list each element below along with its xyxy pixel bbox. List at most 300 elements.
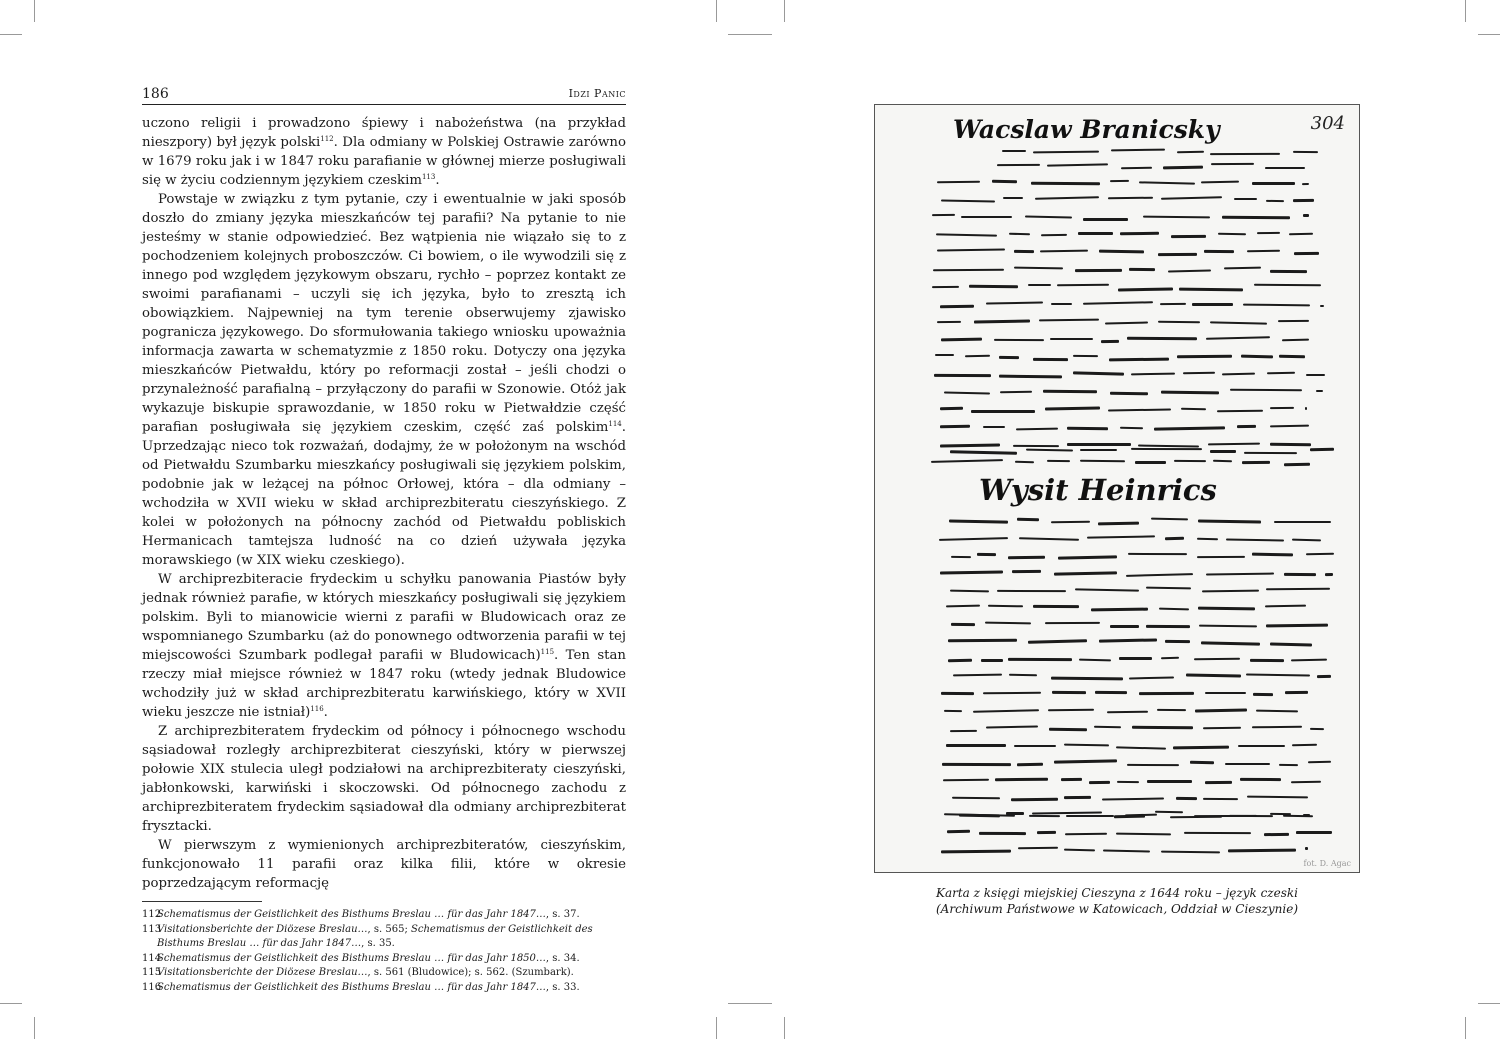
handwriting-stroke — [992, 180, 1017, 183]
handwriting-stroke — [1213, 460, 1232, 462]
handwriting-stroke — [1139, 692, 1194, 696]
handwriting-stroke — [1199, 625, 1257, 627]
handwriting-stroke — [1291, 659, 1327, 661]
handwriting-stroke — [1192, 303, 1233, 306]
handwriting-stroke — [1302, 182, 1310, 184]
handwriting-stroke — [1075, 268, 1122, 271]
handwriting-stroke — [983, 692, 1041, 695]
italic-text: Schematismus der Geistlichkeit des Bisthums Breslau … für das Jahr 1847… — [157, 981, 546, 993]
handwriting-stroke — [1253, 693, 1273, 696]
handwriting-stroke — [1120, 427, 1143, 430]
caption-line: Karta z księgi miejskiej Cieszyna z 1644 roku – język czeski — [935, 886, 1298, 900]
text-run: . — [435, 173, 440, 188]
handwriting-stroke — [1308, 761, 1331, 764]
handwriting-stroke — [1147, 780, 1192, 783]
handwriting-stroke — [983, 426, 1005, 428]
footnote-number: 112 — [142, 909, 162, 920]
handwriting-stroke — [1058, 556, 1117, 560]
handwriting-stroke — [1083, 301, 1153, 305]
handwriting-stroke — [1177, 355, 1232, 358]
handwriting-stroke — [1065, 833, 1107, 835]
handwriting-stroke — [1174, 460, 1206, 462]
handwriting-stroke — [1179, 288, 1243, 292]
handwriting-stroke — [936, 233, 997, 237]
handwriting-stroke — [1117, 781, 1139, 784]
handwriting-stroke — [1009, 233, 1030, 236]
handwriting-stroke — [1032, 357, 1067, 360]
footnote-text — [157, 908, 626, 923]
handwriting-stroke — [944, 391, 990, 394]
paragraph — [142, 570, 626, 722]
handwriting-stroke — [1091, 607, 1148, 611]
crop-mark — [1478, 34, 1500, 35]
handwriting-stroke — [1279, 764, 1298, 766]
italic-text: Schematismus der Geistlichkeit des Bisthums Breslau … für das Jahr 1847… — [157, 923, 593, 949]
handwriting-stroke — [981, 659, 1003, 662]
figure-caption — [874, 885, 1360, 917]
handwriting-stroke — [937, 249, 1005, 252]
handwriting-stroke — [1195, 709, 1247, 713]
handwriting-stroke — [1095, 691, 1127, 694]
handwriting-stroke — [1218, 233, 1246, 236]
handwriting-stroke — [1107, 711, 1148, 714]
handwriting-stroke — [935, 354, 954, 356]
handwriting-stroke — [1043, 389, 1097, 393]
handwriting-stroke — [1146, 625, 1190, 629]
handwriting-stroke — [974, 319, 1030, 323]
handwriting-stroke — [985, 622, 1031, 625]
handwriting-stroke — [1284, 573, 1316, 576]
manuscript-folio-number: 304 — [1310, 113, 1345, 134]
handwriting-stroke — [1265, 604, 1306, 606]
italic-text: Visitationsberichte der Diözese Breslau… — [157, 967, 368, 978]
handwriting-stroke — [1267, 371, 1295, 373]
handwriting-stroke — [940, 444, 1000, 448]
handwriting-stroke — [1054, 760, 1117, 764]
handwriting-stroke — [1181, 407, 1206, 410]
handwriting-stroke — [1054, 571, 1117, 576]
handwriting-stroke — [1131, 373, 1175, 376]
handwriting-stroke — [1224, 267, 1261, 270]
footnote-reference: 112 — [320, 135, 334, 143]
handwriting-stroke — [1154, 426, 1225, 430]
text-run: , s. 565; — [367, 923, 412, 935]
handwriting-stroke — [1019, 537, 1079, 540]
footnote — [142, 923, 626, 952]
handwriting-stroke — [1050, 676, 1122, 680]
handwriting-stroke — [1240, 778, 1281, 781]
text-run: . Dla odmiany w Polskiej Ostrawie zarówno w 1679 roku jak i w 1847 roku parafianie w głównej mierze posługiwali się w życiu codziennym językiem czeskim — [142, 135, 626, 188]
handwriting-stroke — [1266, 624, 1328, 628]
handwriting-stroke — [1305, 407, 1307, 410]
handwriting-stroke — [940, 407, 963, 410]
handwriting-stroke — [1184, 832, 1251, 835]
handwriting-stroke — [1303, 214, 1309, 217]
left-page — [142, 86, 626, 995]
handwriting-stroke — [1131, 448, 1202, 450]
paragraph — [142, 114, 626, 190]
handwriting-stroke — [1194, 815, 1257, 817]
handwriting-stroke — [1079, 658, 1111, 661]
handwriting-stroke — [1270, 407, 1294, 409]
handwriting-stroke — [1203, 798, 1238, 800]
crop-mark — [34, 0, 35, 22]
handwriting-stroke — [1278, 320, 1309, 322]
handwriting-stroke — [941, 338, 982, 342]
handwriting-stroke — [1203, 727, 1241, 729]
text-run: , s. 561 (Bludowice); s. 562. (Szumbark). — [367, 967, 574, 978]
handwriting-stroke — [1118, 287, 1173, 291]
page-number: 186 — [142, 86, 169, 102]
handwriting-stroke — [1110, 180, 1129, 182]
handwriting-stroke — [1292, 744, 1317, 746]
handwriting-stroke — [1075, 589, 1139, 592]
handwriting-stroke — [1109, 357, 1169, 361]
handwriting-stroke — [1047, 164, 1108, 167]
handwriting-stroke — [986, 301, 1043, 304]
handwriting-stroke — [1246, 674, 1310, 677]
footnote-number: 113 — [142, 923, 162, 935]
crop-mark — [784, 1017, 785, 1039]
handwriting-stroke — [977, 553, 996, 556]
handwriting-stroke — [1098, 521, 1139, 524]
handwriting-stroke — [1247, 795, 1308, 798]
handwriting-stroke — [950, 729, 977, 732]
handwriting-stroke — [1238, 745, 1285, 747]
handwriting-stroke — [1051, 302, 1072, 304]
handwriting-stroke — [1032, 811, 1102, 814]
handwriting-stroke — [1266, 199, 1284, 202]
footnote — [142, 966, 626, 981]
italic-text: Visitationsberichte der Diözese Breslau… — [157, 923, 368, 935]
handwriting-stroke — [1018, 847, 1058, 850]
handwriting-stroke — [1161, 196, 1222, 199]
text-run: . Uprzedzając nieco tok rozważań, dodajmy, że w położonym na wschód od Pietwałdu Szumbarku mieszkańcy posługiwali się językiem polskim, podobnie jak w leżącej na północ Orłowej, która – dla odmiany – wchodziła w XVII wieku w skład archiprezbiteratu cieszyńskiego. Z kolei w położonych na północny zachód od Pietwałdu pobliskich Hermanicach tamtejsza ludność na co dzień używała języka morawskiego (w XIX wieku czeskiego). — [142, 420, 626, 568]
handwriting-stroke — [1176, 796, 1197, 799]
handwriting-stroke — [999, 356, 1019, 359]
footnote-number: 116 — [142, 981, 162, 993]
handwriting-stroke — [1186, 674, 1241, 678]
handwriting-stroke — [947, 829, 970, 833]
handwriting-stroke — [1210, 321, 1267, 324]
handwriting-stroke — [1284, 463, 1310, 467]
running-head — [142, 86, 626, 105]
handwriting-stroke — [1208, 442, 1260, 445]
handwriting-stroke — [1067, 427, 1108, 430]
handwriting-stroke — [1049, 727, 1087, 730]
handwriting-stroke — [1105, 321, 1148, 324]
handwriting-stroke — [1012, 570, 1041, 573]
handwriting-stroke — [1033, 151, 1099, 154]
text-run: , s. 34. — [545, 952, 580, 964]
handwriting-stroke — [1120, 232, 1159, 235]
handwriting-stroke — [1325, 572, 1334, 575]
handwriting-stroke — [1173, 746, 1229, 750]
handwriting-stroke — [942, 763, 1011, 766]
handwriting-stroke — [1094, 726, 1121, 729]
handwriting-stroke — [1048, 709, 1094, 712]
handwriting-stroke — [1003, 197, 1023, 199]
crop-mark — [750, 1003, 772, 1004]
handwriting-stroke — [1241, 355, 1273, 359]
handwriting-stroke — [1119, 657, 1152, 660]
handwriting-stroke — [1225, 763, 1270, 765]
handwriting-stroke — [1050, 338, 1093, 340]
handwriting-stroke — [1026, 448, 1073, 451]
handwriting-stroke — [988, 604, 1023, 606]
handwriting-stroke — [948, 639, 1017, 642]
footnote-text — [157, 981, 626, 996]
handwriting-stroke — [1205, 692, 1246, 694]
handwriting-stroke — [939, 537, 1008, 540]
handwriting-stroke — [951, 556, 971, 558]
handwriting-stroke — [1310, 728, 1324, 730]
handwriting-stroke — [1080, 449, 1117, 451]
handwriting-stroke — [1064, 849, 1095, 852]
handwriting-stroke — [994, 339, 1044, 341]
handwriting-stroke — [1014, 745, 1056, 747]
handwriting-stroke — [951, 623, 975, 626]
handwriting-stroke — [1252, 182, 1295, 185]
handwriting-stroke — [1089, 780, 1110, 783]
handwriting-stroke — [932, 286, 959, 288]
handwriting-stroke — [1057, 284, 1109, 286]
handwriting-stroke — [949, 519, 1008, 523]
handwriting-stroke — [1171, 235, 1206, 238]
handwriting-stroke — [1101, 340, 1119, 343]
photo-credit: fot. D. Agac — [1303, 859, 1351, 868]
handwriting-stroke — [1198, 606, 1255, 610]
caption-line: (Archiwum Państwowe w Katowicach, Oddział w Cieszynie) — [936, 902, 1298, 916]
handwriting-stroke — [961, 216, 1012, 218]
handwriting-stroke — [1009, 674, 1037, 677]
handwriting-stroke — [1237, 425, 1256, 428]
handwriting-stroke — [1183, 372, 1215, 374]
handwriting-stroke — [1000, 391, 1032, 393]
handwriting-stroke — [1121, 166, 1152, 169]
handwriting-stroke — [1126, 573, 1193, 577]
handwriting-stroke — [940, 424, 970, 428]
handwriting-stroke — [1006, 812, 1024, 815]
handwriting-stroke — [1039, 319, 1099, 322]
handwriting-stroke — [1073, 371, 1124, 375]
handwriting-stroke — [1274, 521, 1331, 523]
handwriting-stroke — [1139, 181, 1195, 184]
manuscript-heading-2: Wysit Heinrics — [979, 473, 1217, 507]
handwriting-stroke — [1066, 815, 1114, 817]
handwriting-stroke — [999, 374, 1062, 378]
handwriting-stroke — [1252, 552, 1293, 555]
handwriting-stroke — [1293, 199, 1314, 202]
handwriting-stroke — [1211, 163, 1254, 165]
handwriting-stroke — [997, 164, 1040, 167]
footnote-text — [157, 952, 626, 967]
footnote-reference: 114 — [608, 420, 622, 428]
handwriting-stroke — [1031, 182, 1100, 185]
handwriting-stroke — [1320, 305, 1324, 307]
handwriting-stroke — [1285, 691, 1308, 694]
handwriting-stroke — [1051, 691, 1085, 694]
handwriting-stroke — [1270, 642, 1312, 646]
handwriting-stroke — [1127, 337, 1197, 340]
handwriting-stroke — [1210, 450, 1236, 453]
handwriting-stroke — [1116, 833, 1171, 836]
handwriting-stroke — [1202, 589, 1259, 591]
footnote-text — [157, 923, 626, 952]
handwriting-stroke — [1168, 269, 1211, 272]
text-run: W archiprezbiteracie frydeckim u schyłku panowania Piastów były jednak również parafie, w których mieszkańcy posługiwali się językiem polskim. Byli to mianowicie wierni z parafii w Bludowicach oraz ze wspomnianego Szumbarku (aż do ponownego odtworzenia parafii w tej miejscowości Szumbark podlegał parafii w Bludowicach) — [142, 572, 626, 663]
handwriting-stroke — [1201, 181, 1239, 184]
handwriting-stroke — [1291, 781, 1321, 784]
handwriting-stroke — [959, 813, 1000, 816]
handwriting-stroke — [1073, 355, 1098, 358]
manuscript-heading-1: Wacslaw Branicsky — [953, 115, 1220, 144]
handwriting-stroke — [1163, 166, 1203, 169]
paragraph — [142, 836, 626, 893]
handwriting-stroke — [1064, 795, 1091, 798]
handwriting-stroke — [1165, 536, 1184, 539]
handwriting-stroke — [1157, 709, 1186, 712]
handwriting-stroke — [997, 590, 1066, 592]
handwriting-stroke — [979, 832, 1026, 835]
handwriting-stroke — [1217, 409, 1263, 412]
text-run: , s. 37. — [545, 909, 580, 920]
handwriting-stroke — [1114, 814, 1145, 817]
handwriting-stroke — [1110, 391, 1148, 394]
crop-mark — [784, 0, 785, 22]
handwriting-stroke — [1087, 535, 1155, 538]
handwriting-stroke — [1289, 233, 1313, 235]
handwriting-stroke — [1161, 390, 1219, 394]
handwriting-stroke — [1099, 639, 1157, 643]
handwriting-stroke — [1037, 831, 1056, 835]
handwriting-stroke — [1011, 798, 1058, 801]
footnote-reference: 115 — [540, 648, 555, 656]
crop-mark — [750, 34, 772, 35]
handwriting-stroke — [941, 850, 1011, 854]
handwriting-stroke — [1160, 303, 1186, 305]
crop-mark — [34, 1017, 35, 1039]
handwriting-stroke — [973, 709, 1039, 712]
handwriting-stroke — [1244, 452, 1297, 454]
handwriting-stroke — [934, 374, 991, 377]
handwriting-stroke — [1061, 777, 1082, 780]
handwriting-stroke — [1155, 811, 1183, 813]
handwriting-stroke — [1033, 605, 1079, 608]
handwriting-stroke — [1035, 196, 1099, 200]
handwriting-stroke — [1206, 572, 1274, 575]
handwriting-stroke — [1110, 625, 1139, 628]
footnote-rule — [142, 901, 262, 902]
handwriting-stroke — [1210, 153, 1280, 155]
handwriting-stroke — [1265, 167, 1305, 169]
handwriting-stroke — [1040, 250, 1088, 253]
paragraph — [142, 722, 626, 836]
handwriting-stroke — [1029, 815, 1060, 817]
handwriting-stroke — [1292, 539, 1321, 542]
handwriting-stroke — [1234, 198, 1257, 200]
handwriting-stroke — [1303, 814, 1310, 816]
handwriting-stroke — [950, 450, 1017, 454]
handwriting-stroke — [986, 725, 1038, 728]
handwriting-stroke — [1028, 284, 1051, 286]
text-run: , s. 35. — [361, 938, 395, 949]
italic-text: Schematismus der Geistlichkeit des Bisthums Breslau … für das Jahr 1847… — [157, 909, 546, 920]
footnotes — [142, 908, 626, 995]
handwriting-stroke — [1201, 641, 1260, 645]
crop-mark — [716, 1017, 717, 1039]
handwriting-stroke — [1111, 149, 1165, 152]
text-run: . — [323, 705, 328, 720]
crop-mark — [0, 34, 22, 35]
handwriting-stroke — [932, 214, 955, 216]
handwriting-stroke — [940, 305, 974, 308]
handwriting-stroke — [1045, 406, 1100, 410]
handwriting-stroke — [943, 778, 989, 781]
handwriting-stroke — [1017, 762, 1043, 765]
running-head-author: Idzi Panic — [568, 87, 626, 100]
crop-mark — [1465, 1017, 1466, 1039]
footnote — [142, 981, 626, 996]
handwriting-stroke — [1099, 249, 1144, 253]
handwriting-stroke — [1015, 461, 1034, 463]
handwriting-stroke — [1159, 608, 1189, 611]
crop-mark — [728, 1003, 750, 1004]
crop-mark — [1478, 1003, 1500, 1004]
footnote-number: 114 — [142, 952, 162, 964]
handwriting-stroke — [1051, 521, 1090, 524]
footnote-number: 115 — [142, 967, 162, 978]
footnote-reference: 116 — [310, 705, 324, 713]
footnote — [142, 908, 626, 923]
handwriting-stroke — [1230, 389, 1302, 391]
footnote-text — [157, 966, 626, 981]
handwriting-stroke — [1161, 657, 1179, 659]
text-run: . Ten stan rzeczy miał miejsce również w 1847 roku (wtedy jednak Bludowice wchodziły już w skład archiprezbiteratu karwińskiego, który w XVII wieku jeszcze nie istniał) — [142, 648, 626, 720]
handwriting-stroke — [1108, 409, 1171, 411]
handwriting-stroke — [944, 710, 962, 712]
handwriting-stroke — [1002, 150, 1026, 152]
text-run: , s. 33. — [545, 981, 580, 993]
handwriting-stroke — [1158, 321, 1200, 323]
body-text — [142, 114, 626, 893]
handwriting-stroke — [1194, 658, 1241, 660]
handwriting-stroke — [953, 674, 1002, 676]
handwriting-stroke — [1064, 744, 1109, 747]
handwriting-stroke — [1270, 425, 1309, 428]
handwriting-stroke — [1014, 249, 1034, 252]
handwriting-stroke — [1127, 764, 1179, 766]
handwriting-stroke — [1198, 520, 1261, 524]
footnote-reference: 113 — [421, 173, 436, 181]
handwriting-stroke — [1306, 373, 1325, 375]
handwriting-stroke — [1103, 850, 1150, 853]
handwriting-stroke — [1017, 518, 1039, 522]
handwriting-stroke — [1143, 215, 1210, 218]
handwriting-stroke — [1165, 640, 1190, 643]
handwriting-stroke — [946, 744, 1006, 747]
handwriting-stroke — [1243, 304, 1310, 307]
handwriting-stroke — [1310, 448, 1334, 451]
handwriting-stroke — [1078, 232, 1113, 235]
handwriting-stroke — [1008, 556, 1045, 559]
handwriting-stroke — [950, 590, 989, 593]
handwriting-stroke — [971, 410, 1035, 413]
text-run: Z archiprezbiteratem frydeckim od północy i północnego wschodu sąsiadował rozległy archiprezbiterat cieszyński, który w pierwszej połowie XIX stulecia uległ podziałowi na archiprezbiteraty cieszyński, jabłonkowski, karwiński i skoczowski. Od północnego zachodu z archiprezbiteratem frydeckim sąsiadował dla odmiany archiprezbiterat frysztacki. — [142, 724, 626, 834]
crop-mark — [1465, 0, 1466, 22]
handwriting-stroke — [1080, 460, 1125, 462]
handwriting-stroke — [1013, 445, 1059, 447]
